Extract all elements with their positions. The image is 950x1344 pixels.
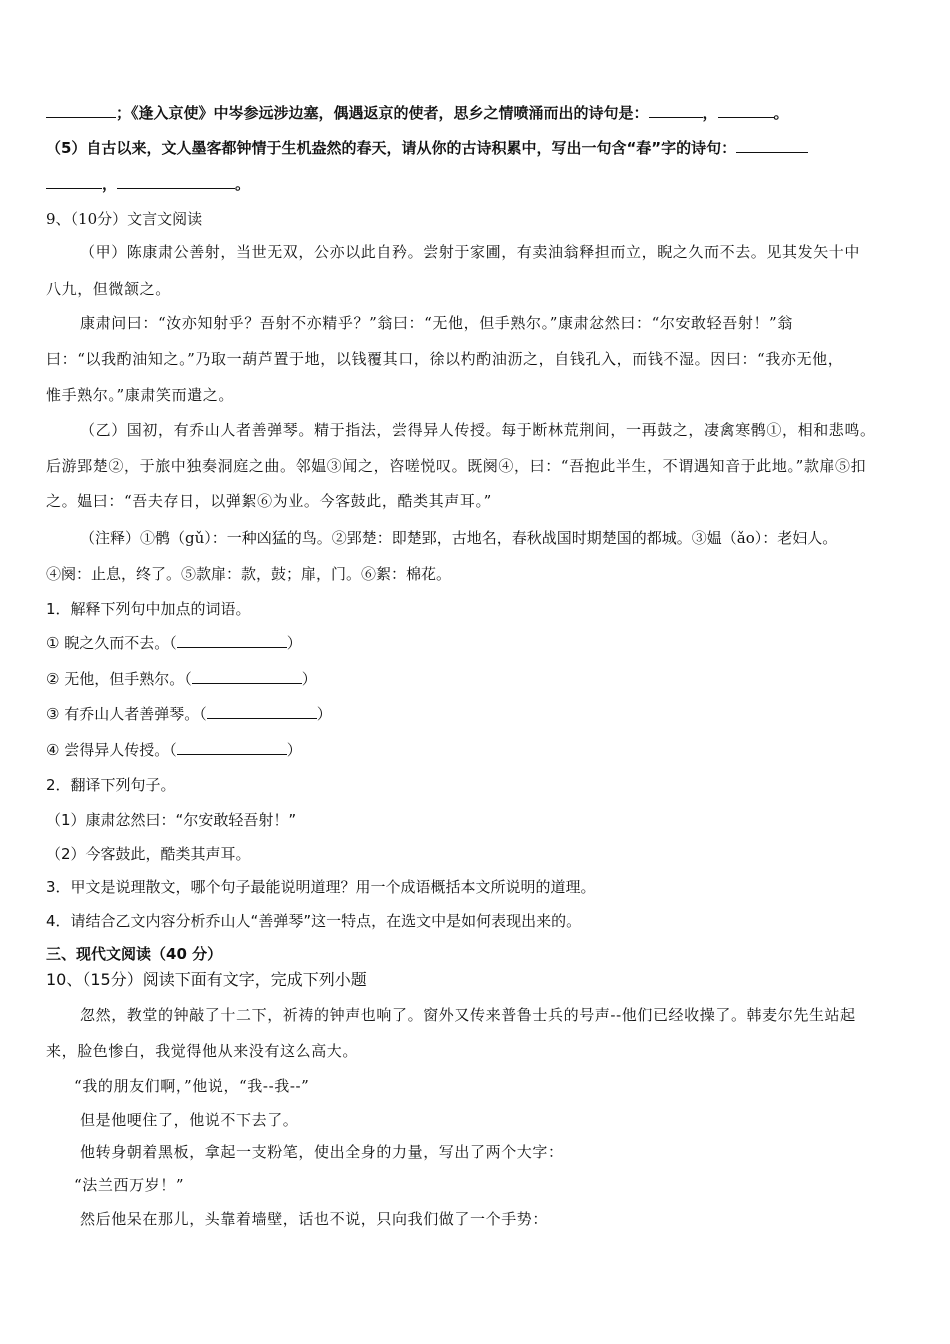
q9-sub2-item: （1）康肃忿然曰：“尔安敢轻吾射！”	[46, 811, 297, 829]
section-title: 三、现代文阅读（40 分）	[46, 945, 223, 963]
q8-line-2	[46, 138, 808, 158]
answer-blank[interactable]	[649, 103, 703, 118]
q9-jia-paragraph-2-line-2: 曰：“以我酌油知之。”乃取一葫芦置于地，以钱覆其口，徐以杓酌油沥之，自钱孔入，而钱不湿。因曰：“我亦无他，	[46, 350, 844, 368]
answer-blank[interactable]	[117, 174, 235, 189]
q9-sub1-item: ② 无他，但手熟尔。（ ）	[46, 670, 317, 688]
q9-sub1-item: ④ 尝得异人传授。（ ）	[46, 741, 302, 759]
q10-paragraph-1-line-2: 来，脸色惨白，我觉得他从来没有这么高大。	[46, 1042, 359, 1060]
q9-note-line-1: （注释）①鹘（gǔ）：一种凶猛的鸟。②郢楚：即楚郢，古地名，春秋战国时期楚国的都城。③媪（ǎo）：老妇人。	[80, 529, 838, 547]
q9-sub1-item: ① 睨之久而不去。（ ）	[46, 634, 302, 652]
q9-sub1-item: ③ 有乔山人者善弹琴。（ ）	[46, 705, 332, 723]
answer-blank[interactable]	[177, 740, 287, 755]
q10-header: 10、（15分）阅读下面有文字，完成下列小题	[46, 970, 367, 989]
q9-yi-line-1: （乙）国初，有乔山人者善弹琴。精于指法，尝得异人传授。每于断林荒荆间，一再鼓之，凄禽寒鹘①，相和悲鸣。	[80, 421, 876, 439]
answer-blank[interactable]	[192, 669, 302, 684]
q9-jia-paragraph-1-line-2: 八九，但微颔之。	[46, 280, 171, 298]
q9-header: 9、（10分）文言文阅读	[46, 210, 203, 228]
q9-yi-line-3: 之。媪曰：“吾夫存日，以弹絮⑥为业。今客鼓此，酷类其声耳。”	[46, 492, 492, 510]
q9-sub2-title: 2．翻译下列句子。	[46, 776, 176, 794]
answer-blank[interactable]	[46, 174, 102, 189]
q10-paragraph-2: “我的朋友们啊，”他说，“我--我--”	[74, 1077, 310, 1095]
q10-paragraph-3: 但是他哽住了，他说不下去了。	[80, 1111, 299, 1129]
q10-paragraph-5: “法兰西万岁！”	[74, 1176, 185, 1194]
answer-blank[interactable]	[718, 103, 774, 118]
q8-line-1-text: ；《逢入京使》中岑参远涉边塞，偶遇返京的使者，思乡之情喷涌而出的诗句是：	[116, 104, 649, 122]
answer-blank[interactable]	[736, 138, 808, 153]
q8-line-1: ；《逢入京使》中岑参远涉边塞，偶遇返京的使者，思乡之情喷涌而出的诗句是： ， 。	[46, 103, 789, 123]
q9-sub4: 4．请结合乙文内容分析乔山人“善弹琴”这一特点，在选文中是如何表现出来的。	[46, 912, 582, 930]
q9-jia-paragraph-2-line-3: 惟手熟尔。”康肃笑而遣之。	[46, 386, 234, 404]
q10-paragraph-4: 他转身朝着黑板，拿起一支粉笔，使出全身的力量，写出了两个大字：	[80, 1143, 564, 1161]
q10-paragraph-6: 然后他呆在那儿，头靠着墙壁，话也不说，只向我们做了一个手势：	[80, 1210, 549, 1228]
q9-jia-paragraph-2-line-1: 康肃问曰：“汝亦知射乎？吾射不亦精乎？”翁曰：“无他，但手熟尔。”康肃忿然曰：“尔安敢轻吾射！”翁	[80, 314, 793, 332]
q9-sub1-title: 1．解释下列句中加点的词语。	[46, 600, 251, 618]
q9-yi-line-2: 后游郢楚②，于旅中独奏洞庭之曲。邻媪③闻之，咨嗟悦叹。既阕④，曰：“吾抱此半生，不谓遇知音于此地。”款扉⑤扣	[46, 457, 867, 475]
q9-sub3: 3．甲文是说理散文，哪个句子最能说明道理？用一个成语概括本文所说明的道理。	[46, 878, 596, 896]
q9-sub2-item: （2）今客鼓此，酷类其声耳。	[46, 845, 251, 863]
q9-note-line-2: ④阕：止息，终了。⑤款扉：款，鼓；扉，门。⑥絮：棉花。	[46, 565, 452, 583]
answer-blank[interactable]	[177, 633, 287, 648]
q8-line-2-text: （5）自古以来，文人墨客都钟情于生机盎然的春天，请从你的古诗积累中，写出一句含“春”字的诗句：	[46, 139, 737, 157]
q9-jia-paragraph-1-line-1: （甲）陈康肃公善射，当世无双，公亦以此自矜。尝射于家圃，有卖油翁释担而立，睨之久而不去。见其发矢十中	[80, 243, 861, 261]
q10-paragraph-1-line-1: 忽然，教堂的钟敲了十二下，祈祷的钟声也响了。窗外又传来普鲁士兵的号声--他们已经收操了。韩麦尔先生站起	[80, 1006, 856, 1024]
q8-line-3: ， 。	[46, 174, 250, 194]
answer-blank[interactable]	[207, 704, 317, 719]
answer-blank[interactable]	[46, 103, 116, 118]
